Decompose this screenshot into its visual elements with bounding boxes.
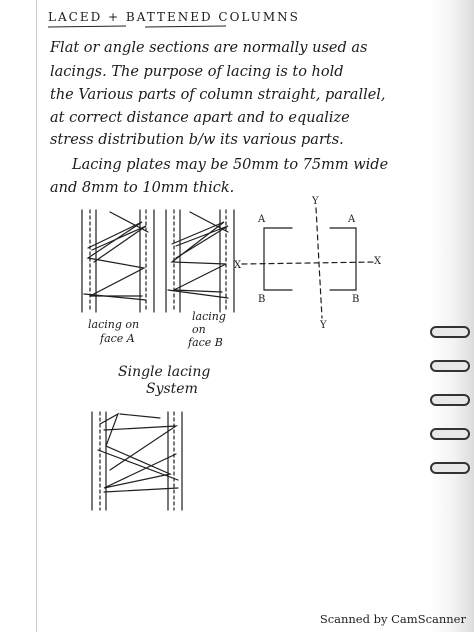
label-x-right: X xyxy=(374,256,382,267)
label-a-left: A xyxy=(258,214,266,225)
note-line-7: and 8mm to 10mm thick. xyxy=(50,180,235,196)
caption-face-b-line-1: lacing xyxy=(192,310,226,323)
caption-face-b-line-2: on xyxy=(192,323,206,336)
scanner-watermark: Scanned by CamScanner xyxy=(319,612,466,626)
note-line-4: at correct distance apart and to equalize xyxy=(50,110,350,126)
single-lacing-title-line-2: System xyxy=(146,381,198,397)
caption-face-a-line-2: face A xyxy=(100,332,135,345)
label-y-bottom: Y xyxy=(320,320,327,331)
note-line-3: the Various parts of column straight, parallel, xyxy=(50,87,386,103)
page-heading: LACED + BATTENED COLUMNS xyxy=(48,10,300,24)
label-a-right: A xyxy=(348,214,356,225)
note-line-1: Flat or angle sections are normally used as xyxy=(50,40,368,56)
label-b-right: B xyxy=(352,294,360,305)
single-lacing-title-line-1: Single lacing xyxy=(118,364,211,380)
note-line-5: stress distribution b/w its various parts. xyxy=(50,132,344,148)
note-line-2: lacings. The purpose of lacing is to hold xyxy=(50,64,344,80)
label-x-left: X xyxy=(234,260,242,271)
caption-face-b-line-3: face B xyxy=(188,336,223,349)
note-line-6: Lacing plates may be 50mm to 75mm wide xyxy=(72,157,389,173)
label-y-top: Y xyxy=(312,196,319,207)
caption-face-a-line-1: lacing on xyxy=(88,318,140,331)
label-b-left: B xyxy=(258,294,266,305)
